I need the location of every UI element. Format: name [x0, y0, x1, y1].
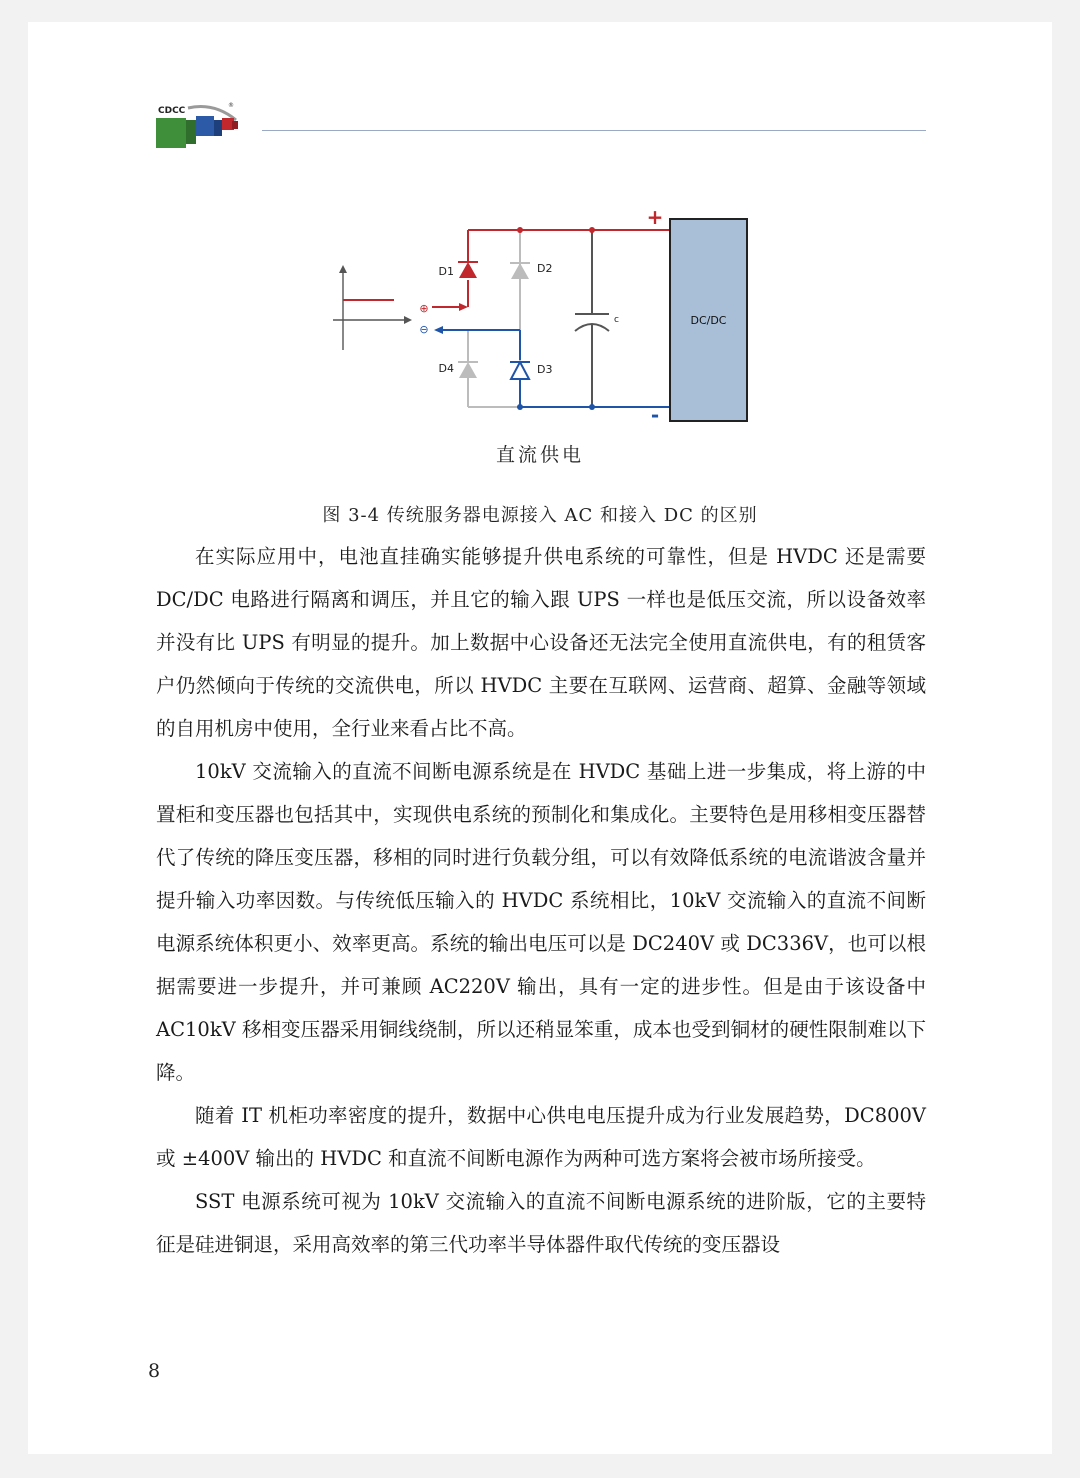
- dc-supply-circuit-diagram: [330, 205, 760, 430]
- dcdc-converter-box: [670, 219, 747, 421]
- svg-text:D4: D4: [438, 362, 454, 375]
- cdcc-logo: [152, 98, 242, 154]
- svg-text:DC/DC: DC/DC: [690, 314, 727, 327]
- diode-d1: [439, 262, 478, 278]
- svg-text:D3: D3: [537, 363, 553, 376]
- negative-path: [440, 330, 670, 407]
- capacitor: [575, 230, 619, 407]
- inactive-paths: [468, 230, 520, 407]
- svg-text:⊖: ⊖: [419, 323, 429, 336]
- diode-d2: [510, 262, 552, 279]
- dc-input-waveform: [333, 265, 412, 350]
- header-rule: [262, 130, 926, 131]
- svg-text:D1: D1: [438, 265, 454, 278]
- svg-text:®: ®: [228, 102, 234, 109]
- paragraph: 在实际应用中，电池直挂确实能够提升供电系统的可靠性，但是 HVDC 还是需要 DC/DC 电路进行隔离和调压，并且它的输入跟 UPS 一样也是低压交流，所以设备效率并没有比 UPS 有明显的提升。加上数据中心设备还无法完全使用直流供电，有的租赁客户仍然倾向于传统的交流供电，所以 HVDC 主要在互联网、运营商、超算、金融等领域的自用机房中使用，全行业来看占比不高。: [156, 545, 926, 740]
- svg-text:⊕: ⊕: [419, 302, 429, 315]
- figure-caption: 图 3-4 传统服务器电源接入 AC 和接入 DC 的区别: [322, 505, 758, 526]
- body-text: [156, 535, 926, 1266]
- paragraph: 10kV 交流输入的直流不间断电源系统是在 HVDC 基础上进一步集成，将上游的中置柜和变压器也包括其中，实现供电系统的预制化和集成化。主要特色是用移相变压器替代了传统的降压变压器，移相的同时进行负载分组，可以有效降低系统的电流谐波含量并提升输入功率因数。与传统低压输入的 HVDC 系统相比，10kV 交流输入的直流不间断电源系统体积更小、效率更高。系统的输出电压可以是 DC240V 或 DC336V，也可以根据需要进一步提升，并可兼顾 AC220V 输出，具有一定的进步性。但是由于该设备中 AC10kV 移相变压器采用铜线绕制，所以还稍显笨重，成本也受到铜材的硬性限制难以下降。: [156, 760, 926, 1084]
- page-number: 8: [148, 1360, 161, 1382]
- paragraph: 随着 IT 机柜功率密度的提升，数据中心供电电压提升成为行业发展趋势，DC800V 或 ±400V 输出的 HVDC 和直流不间断电源作为两种可选方案将会被市场所接受。: [156, 1104, 926, 1170]
- diode-d3: [510, 362, 552, 379]
- output-minus-sign: -: [650, 403, 660, 427]
- diode-d4: [439, 362, 478, 378]
- svg-text:c: c: [614, 315, 619, 325]
- paragraph: SST 电源系统可视为 10kV 交流输入的直流不间断电源系统的进阶版，它的主要特征是硅进铜退，采用高效率的第三代功率半导体器件取代传统的变压器设: [156, 1190, 926, 1256]
- output-plus-sign: +: [646, 205, 664, 229]
- input-terminals: [419, 302, 428, 336]
- svg-text:CDCC: CDCC: [158, 106, 186, 116]
- figure-sub-caption: 直流供电: [495, 444, 584, 466]
- svg-text:D2: D2: [537, 262, 553, 275]
